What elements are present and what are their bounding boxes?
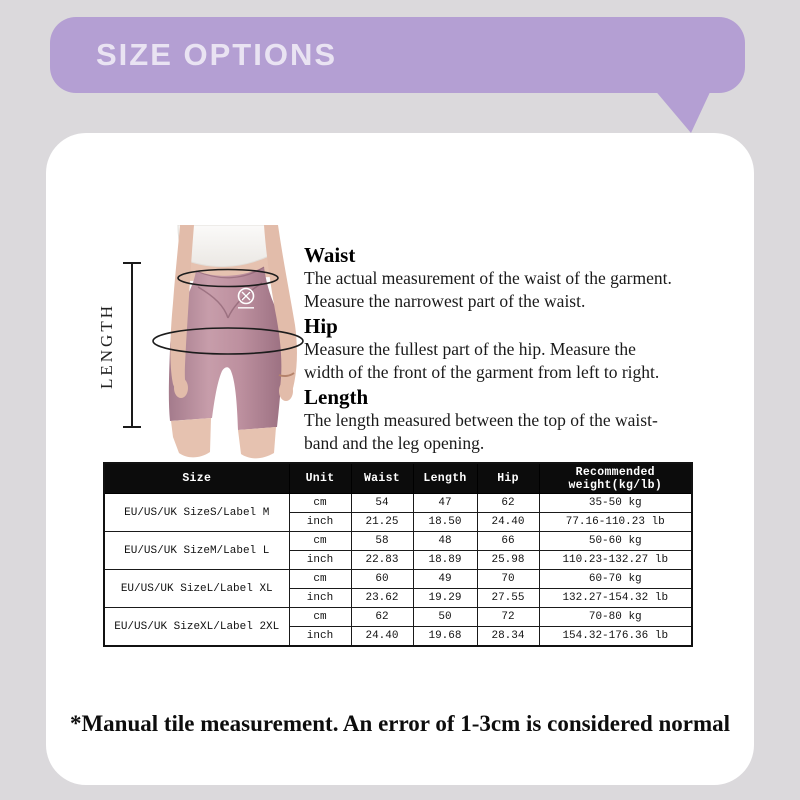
col-header-weight: Recommended weight(kg/lb) bbox=[539, 463, 692, 494]
table-row bbox=[104, 532, 692, 551]
table-cell: 50 bbox=[413, 608, 477, 627]
hip-desc-line: Measure the fullest part of the hip. Measure the bbox=[304, 338, 636, 359]
col-header-unit: Unit bbox=[289, 463, 351, 494]
model-left-hand bbox=[174, 378, 188, 398]
table-cell: 70-80 kg bbox=[539, 608, 692, 627]
table-cell: 21.25 bbox=[351, 513, 413, 532]
table-cell: 27.55 bbox=[477, 589, 539, 608]
table-cell: 47 bbox=[413, 494, 477, 513]
table-header-row bbox=[104, 463, 692, 494]
model-left-leg bbox=[171, 418, 211, 457]
table-cell: 70 bbox=[477, 570, 539, 589]
size-label-cell: EU/US/UK SizeXL/Label 2XL bbox=[104, 608, 289, 647]
table-cell: cm bbox=[289, 608, 351, 627]
size-table bbox=[103, 462, 693, 647]
table-row bbox=[104, 494, 692, 513]
table-cell: cm bbox=[289, 494, 351, 513]
table-cell: 28.34 bbox=[477, 627, 539, 647]
table-cell: 18.50 bbox=[413, 513, 477, 532]
table-cell: 54 bbox=[351, 494, 413, 513]
table-cell: 25.98 bbox=[477, 551, 539, 570]
page-title: SIZE OPTIONS bbox=[96, 37, 338, 72]
table-cell: 35-50 kg bbox=[539, 494, 692, 513]
size-label-cell: EU/US/UK SizeS/Label M bbox=[104, 494, 289, 532]
table-cell: cm bbox=[289, 532, 351, 551]
table-cell: 132.27-154.32 lb bbox=[539, 589, 692, 608]
measurement-descriptions bbox=[304, 243, 708, 455]
table-cell: 72 bbox=[477, 608, 539, 627]
size-table-wrap bbox=[103, 462, 693, 647]
table-cell: 58 bbox=[351, 532, 413, 551]
table-cell: 19.68 bbox=[413, 627, 477, 647]
model-photo bbox=[140, 225, 312, 462]
col-header-waist: Waist bbox=[351, 463, 413, 494]
col-header-size: Size bbox=[104, 463, 289, 494]
table-cell: 154.32-176.36 lb bbox=[539, 627, 692, 647]
table-cell: 24.40 bbox=[351, 627, 413, 647]
col-header-hip: Hip bbox=[477, 463, 539, 494]
hip-desc-line: width of the front of the garment from left to right. bbox=[304, 362, 660, 383]
table-cell: 62 bbox=[351, 608, 413, 627]
table-cell: 49 bbox=[413, 570, 477, 589]
table-cell: 66 bbox=[477, 532, 539, 551]
bubble-tail-shape bbox=[653, 88, 711, 133]
waist-heading: Waist bbox=[304, 243, 356, 267]
table-cell: 62 bbox=[477, 494, 539, 513]
table-row bbox=[104, 608, 692, 627]
table-cell: 22.83 bbox=[351, 551, 413, 570]
size-label-cell: EU/US/UK SizeL/Label XL bbox=[104, 570, 289, 608]
table-cell: 18.89 bbox=[413, 551, 477, 570]
size-table-body bbox=[104, 494, 692, 647]
bubble-tail bbox=[645, 88, 725, 134]
table-cell: 60 bbox=[351, 570, 413, 589]
table-cell: inch bbox=[289, 551, 351, 570]
hip-heading: Hip bbox=[304, 313, 338, 338]
length-label: LENGTH bbox=[97, 303, 116, 389]
table-cell: 24.40 bbox=[477, 513, 539, 532]
table-cell: 77.16-110.23 lb bbox=[539, 513, 692, 532]
length-measure-line bbox=[131, 263, 133, 427]
table-cell: 50-60 kg bbox=[539, 532, 692, 551]
table-row bbox=[104, 570, 692, 589]
table-cell: inch bbox=[289, 513, 351, 532]
length-heading: Length bbox=[304, 384, 369, 409]
model-right-hand bbox=[279, 381, 293, 401]
size-label-cell: EU/US/UK SizeM/Label L bbox=[104, 532, 289, 570]
table-cell: 19.29 bbox=[413, 589, 477, 608]
table-cell: 23.62 bbox=[351, 589, 413, 608]
col-header-length: Length bbox=[413, 463, 477, 494]
table-cell: 48 bbox=[413, 532, 477, 551]
content-card bbox=[46, 133, 754, 785]
table-cell: 110.23-132.27 lb bbox=[539, 551, 692, 570]
table-cell: cm bbox=[289, 570, 351, 589]
table-cell: inch bbox=[289, 589, 351, 608]
footnote: *Manual tile measurement. An error of 1-3cm is considered normal bbox=[69, 711, 731, 736]
model-right-leg bbox=[238, 427, 276, 458]
length-line-bottom-cap bbox=[123, 426, 141, 428]
waist-desc-line: Measure the narrowest part of the waist. bbox=[304, 291, 586, 312]
size-options-bubble bbox=[50, 17, 745, 93]
table-cell: inch bbox=[289, 627, 351, 647]
table-cell: 60-70 kg bbox=[539, 570, 692, 589]
length-desc-line: band and the leg opening. bbox=[304, 433, 485, 454]
length-desc-line: The length measured between the top of the waist- bbox=[304, 409, 658, 430]
waist-desc-line: The actual measurement of the waist of the garment. bbox=[304, 268, 672, 288]
